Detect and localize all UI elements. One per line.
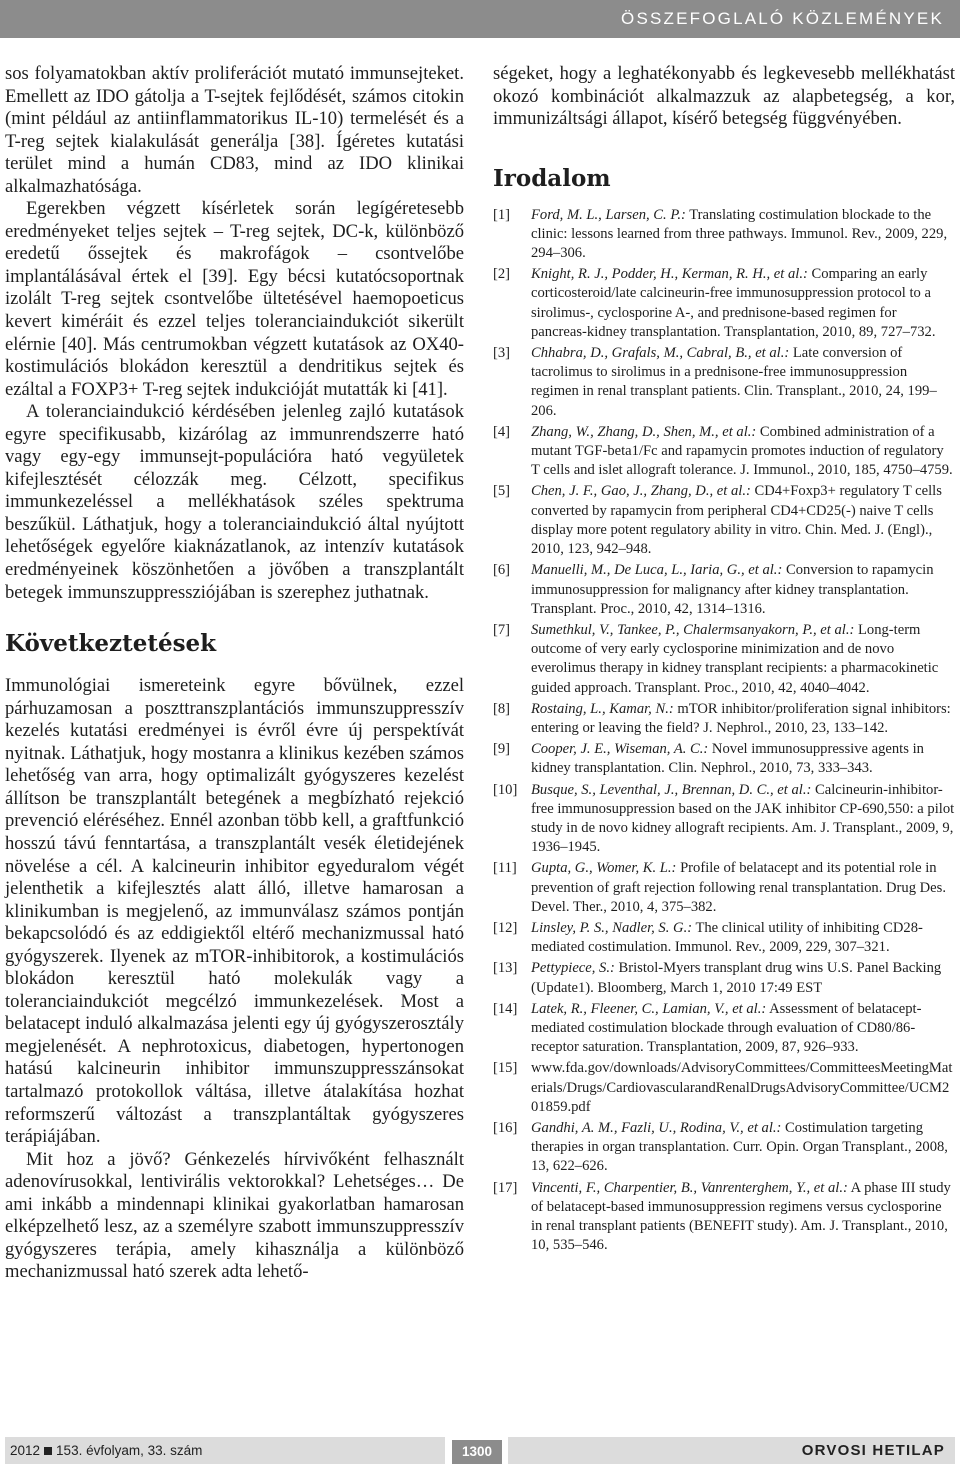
reference-item: [493, 700, 955, 738]
page-number: 1300: [452, 1440, 502, 1464]
reference-text: The clinical utility of inhibiting CD28-mediated costimulation. Immunol. Rev., 2009, 229, 307–321.: [531, 919, 923, 956]
reference-number: [16]: [493, 1119, 518, 1136]
reference-text: CD4+Foxp3+ regulatory T cells converted by rapamycin from peripheral CD4+CD25(-) naive T cells display more potent regulatory ability in vitro. Chin. Med. J. (Engl)., 2010, 123, 942–948.: [531, 483, 942, 558]
reference-authors: Gupta, G., Womer, K. L.:: [531, 860, 677, 877]
reference-item: [493, 423, 955, 481]
reference-text: Bristol-Myers transplant drug wins U.S. Panel Backing (Update1). Bloomberg, March 1, 2010 17:49 EST: [531, 960, 942, 996]
reference-authors: Manuelli, M., De Luca, L., Iaria, G., et al.:: [531, 562, 783, 579]
reference-number: [15]: [493, 1060, 518, 1077]
reference-authors: Rostaing, L., Kamar, N.:: [531, 700, 674, 717]
reference-authors: Zhang, W., Zhang, D., Shen, M., et al.:: [531, 423, 757, 440]
reference-text: Calcineurin-inhibitor-free immunosuppression based on the JAK inhibitor CP-690,550: a pilot study in de novo kidney allograft recipients. Am. J. Transplant., 2009, 9, 1936–1945.: [531, 781, 955, 856]
reference-authors: Vincenti, F., Charpentier, B., Vanrenterghem, Y., et al.:: [531, 1179, 848, 1196]
reference-item: [493, 740, 955, 778]
reference-item: [493, 1179, 955, 1256]
reference-item: [493, 206, 955, 264]
reference-item: [493, 959, 955, 997]
reference-authors: Gandhi, A. M., Fazli, U., Rodina, V., et al.:: [531, 1119, 782, 1136]
reference-authors: Knight, R. J., Podder, H., Kerman, R. H., et al.:: [531, 266, 808, 283]
body-paragraph: Egerekben végzett kísérletek során legígéretesebb eredményeket teljes sejtek – T-reg sejtek, DC-k, különböző eredetű őssejtek és makrofágok – csontvelőbe implantálásával értek el [39]. Egy bécsi kutatócsoportnak izolált T-reg sejtek csontvelőbe ültetésével haemopoeticus kevert kiméráit és ezzel teljes toleranciaindukciót sikerült elérnie [40]. Más centrumokban végzett kutatások az OX40-kostimulációs blokádon keresztül a dendritikus sejtek és ezáltal a FOXP3+ T-reg sejtek indukcióját mutatták ki [41].: [5, 198, 464, 400]
reference-authors: Pettypiece, S.:: [531, 960, 615, 977]
reference-authors: Linsley, P. S., Nadler, S. G.:: [531, 919, 693, 936]
reference-item: [493, 482, 955, 559]
reference-number: [3]: [493, 345, 511, 362]
page-footer: [0, 1437, 960, 1464]
reference-text: Late conversion of tacrolimus to sirolimus in a prednisone-free immunosuppression regimen in renal transplant patients. Clin. Transplant., 2010, 24, 199–206.: [531, 345, 937, 419]
body-paragraph: sos folyamatokban aktív proliferációt mutató immunsejteket. Emellett az IDO gátolja a T-sejtek fejlődését, számos citokin (mint például az antiinflammatorikus IL-10) termelését és a T-reg sejtek kialakulását generálja [38]. Ígéretes kutatási terület mind a humán CD83, mind az IDO klinikai alkalmazhatósága.: [5, 63, 464, 197]
reference-item: [493, 561, 955, 619]
reference-list: [493, 206, 955, 1256]
reference-number: [4]: [493, 423, 511, 440]
reference-url: www.fda.gov/downloads/AdvisoryCommittees/CommitteesMeetingMaterials/Drugs/CardiovascularandRenalDrugsAdvisoryCommittee/UCM201859.pdf: [531, 1060, 953, 1115]
reference-authors: Busque, S., Leventhal, J., Brennan, D. C., et al.:: [531, 781, 812, 798]
reference-number: [14]: [493, 1000, 518, 1017]
reference-authors: Sumethkul, V., Tankee, P., Chalermsanyakorn, P., et al.:: [531, 621, 855, 638]
body-paragraph: ségeket, hogy a leghatékonyabb és legkevesebb mellékhatást okozó kombinációt alkalmazzuk az alapbetegség, a kor, immunizáltsági állapot, kísérő betegség függvényében.: [493, 63, 955, 130]
right-column: [493, 63, 955, 1257]
footer-volume: 153. évfolyam, 33. szám: [56, 1443, 203, 1458]
reference-number: [5]: [493, 483, 511, 500]
reference-number: [12]: [493, 919, 518, 936]
journal-name: ORVOSI HETILAP: [508, 1437, 955, 1464]
reference-number: [8]: [493, 700, 511, 717]
reference-item: [493, 859, 955, 917]
reference-item: [493, 621, 955, 698]
reference-number: [2]: [493, 266, 511, 283]
reference-item: [493, 1119, 955, 1177]
reference-text: Novel immunosuppressive agents in kidney transplantation. Clin. Nephrol., 2010, 73, 333–343.: [531, 741, 924, 777]
square-bullet-icon: [44, 1447, 52, 1455]
reference-item: [493, 781, 955, 858]
section-header: [0, 0, 960, 38]
reference-item: [493, 1000, 955, 1058]
body-paragraph: A toleranciaindukció kérdésében jelenleg zajló kutatások egyre specifikusabb, kizárólag az immunrendszerre ható vagy egy-egy immunsejt-populációra ható vegyületek kifejlesztését célozzák meg. Célzott, specifikus immunkezeléssel a mellékhatások széles spektruma beszűkül. Láthatjuk, hogy a toleranciaindukció által nyújtott lehetőségek egyelőre kiaknázatlanok, az intenzív kutatások eredményeinek köszönhetően a jövőben a transzplantált betegek immunszuppressziójában is szerephez juthatnak.: [5, 401, 464, 603]
reference-authors: Latek, R., Fleener, C., Lamian, V., et al.:: [531, 1000, 767, 1017]
reference-text: Combined administration of a mutant TGF-beta1/Fc and rapamycin promotes induction of regulatory T cells and islet allograft tolerance. J. Immunol., 2010, 185, 4750–4759.: [531, 423, 953, 479]
reference-text: Long-term outcome of very early cyclosporine minimization and de novo everolimus therapy in kidney transplant recipients: a pharmacokinetic guided approach. Transplant. Proc., 2010, 42, 4040–4042.: [531, 621, 939, 696]
reference-item: [493, 919, 955, 957]
footer-issue-info: [5, 1437, 445, 1464]
reference-authors: Cooper, J. E., Wiseman, A. C.:: [531, 741, 709, 758]
reference-number: [6]: [493, 562, 511, 579]
body-paragraph: Immunológiai ismereteink egyre bővülnek, ezzel párhuzamosan a poszttranszplantációs immunszuppresszív kezelés kutatási eredményei is évről évre új perspektívát nyitnak. Láthatjuk, hogy mostanra a klinikus kezében számos lehetőség van arra, hogy optimalizált gyógyszeres kezelést állítson be transzplantált betegének a megbízható rejekció prevenció eléréséhez. Ennél azonban több kell, a graftfunkció hosszú távú fenntartása, a transzplantált vesék életidejének növelése a cél. A kalcineurin inhibitor egyeduralom végét jelenthetik a kifejlesztés alatt álló, illetve hamarosan a klinikumban is megjelenő, az immunválasz számos pontján bekapcsolódó és az eddigiektől eltérő mechanizmussal ható gyógyszerek. Ilyenek az mTOR-inhibitorok, a kostimulációs blokádon keresztül ható molekulák vagy a toleranciaindukciót megcélzó immunkezelések. Most a belatacept induló alkalmazása jelenti egy új gyógyszerosztály megjelenését. A nephrotoxicus, diabetogen, hypertonogen hatású kalcineurin inhibitor immunszuppresszánsokat tartalmazó protokollok váltása, illetve átalakítása hozhat reformszerű változást a transzplantáltak gyógyszeres terápiájában.: [5, 675, 464, 1148]
reference-number: [10]: [493, 781, 518, 798]
references-heading: Irodalom: [493, 164, 611, 192]
reference-number: [9]: [493, 741, 511, 758]
reference-text: Comparing an early corticosteroid/late calcineurin-free immunosuppression protocol to a sirolimus-, cyclosporine A-, and prednisone-based regimen for pancreas-kidney transplantation. Transplantation, 2010, 89, 727–732.: [531, 266, 936, 340]
reference-number: [11]: [493, 860, 517, 877]
reference-number: [13]: [493, 960, 518, 977]
reference-authors: Chhabra, D., Grafals, M., Cabral, B., et al.:: [531, 345, 790, 362]
reference-authors: Ford, M. L., Larsen, C. P.:: [531, 206, 686, 223]
reference-text: mTOR inhibitor/proliferation signal inhibitors: entering or leaving the field? J. Nephrol., 2010, 23, 133–142.: [531, 700, 951, 736]
section-title: ÖSSZEFOGLALÓ KÖZLEMÉNYEK: [621, 9, 944, 28]
reference-number: [7]: [493, 621, 511, 638]
footer-year: 2012: [10, 1443, 41, 1458]
reference-text: Assessment of belatacept-mediated costimulation blockade through evaluation of CD80/86-receptor saturation. Transplantation, 2009, 87, 926–933.: [531, 1000, 922, 1056]
body-paragraph: Mit hoz a jövő? Génkezelés hírvivőként felhasznált adenovírusokkal, lentivirális vektorokkal? Lehetséges… De ami inkább a mindennapi klinikai gyakorlatban hamarosan elképzelhető lesz, az a személyre szabott immunszuppresszív gyógyszeres terápia, amely kihasználja a különböző mechanizmussal ható szerek adta lehető-: [5, 1148, 464, 1283]
reference-number: [1]: [493, 206, 511, 223]
left-column: [5, 63, 464, 1284]
reference-item: [493, 1059, 955, 1117]
reference-text: A phase III study of belatacept-based immunosuppression regimens versus cyclosporine in renal transplant patients (BENEFIT study). Am. J. Transplant., 2010, 10, 535–546.: [531, 1179, 951, 1254]
conclusions-heading: Következtetések: [5, 630, 217, 658]
reference-text: Costimulation targeting therapies in organ transplantation. Curr. Opin. Organ Transplant., 2008, 13, 622–626.: [531, 1119, 948, 1175]
reference-text: Translating costimulation blockade to the clinic: lessons learned from three pathways. Immunol. Rev., 2009, 229, 294–306.: [531, 206, 948, 262]
reference-text: Profile of belatacept and its potential role in prevention of graft rejection following renal transplantation. Drug Des. Devel. Ther., 2010, 4, 375–382.: [531, 860, 946, 915]
reference-number: [17]: [493, 1179, 518, 1196]
reference-item: [493, 265, 955, 342]
reference-item: [493, 344, 955, 421]
reference-text: Conversion to rapamycin immunosuppression for malignancy after kidney transplantation. Transplant. Proc., 2010, 42, 1314–1316.: [531, 562, 934, 617]
reference-authors: Chen, J. F., Gao, J., Zhang, D., et al.:: [531, 483, 751, 500]
